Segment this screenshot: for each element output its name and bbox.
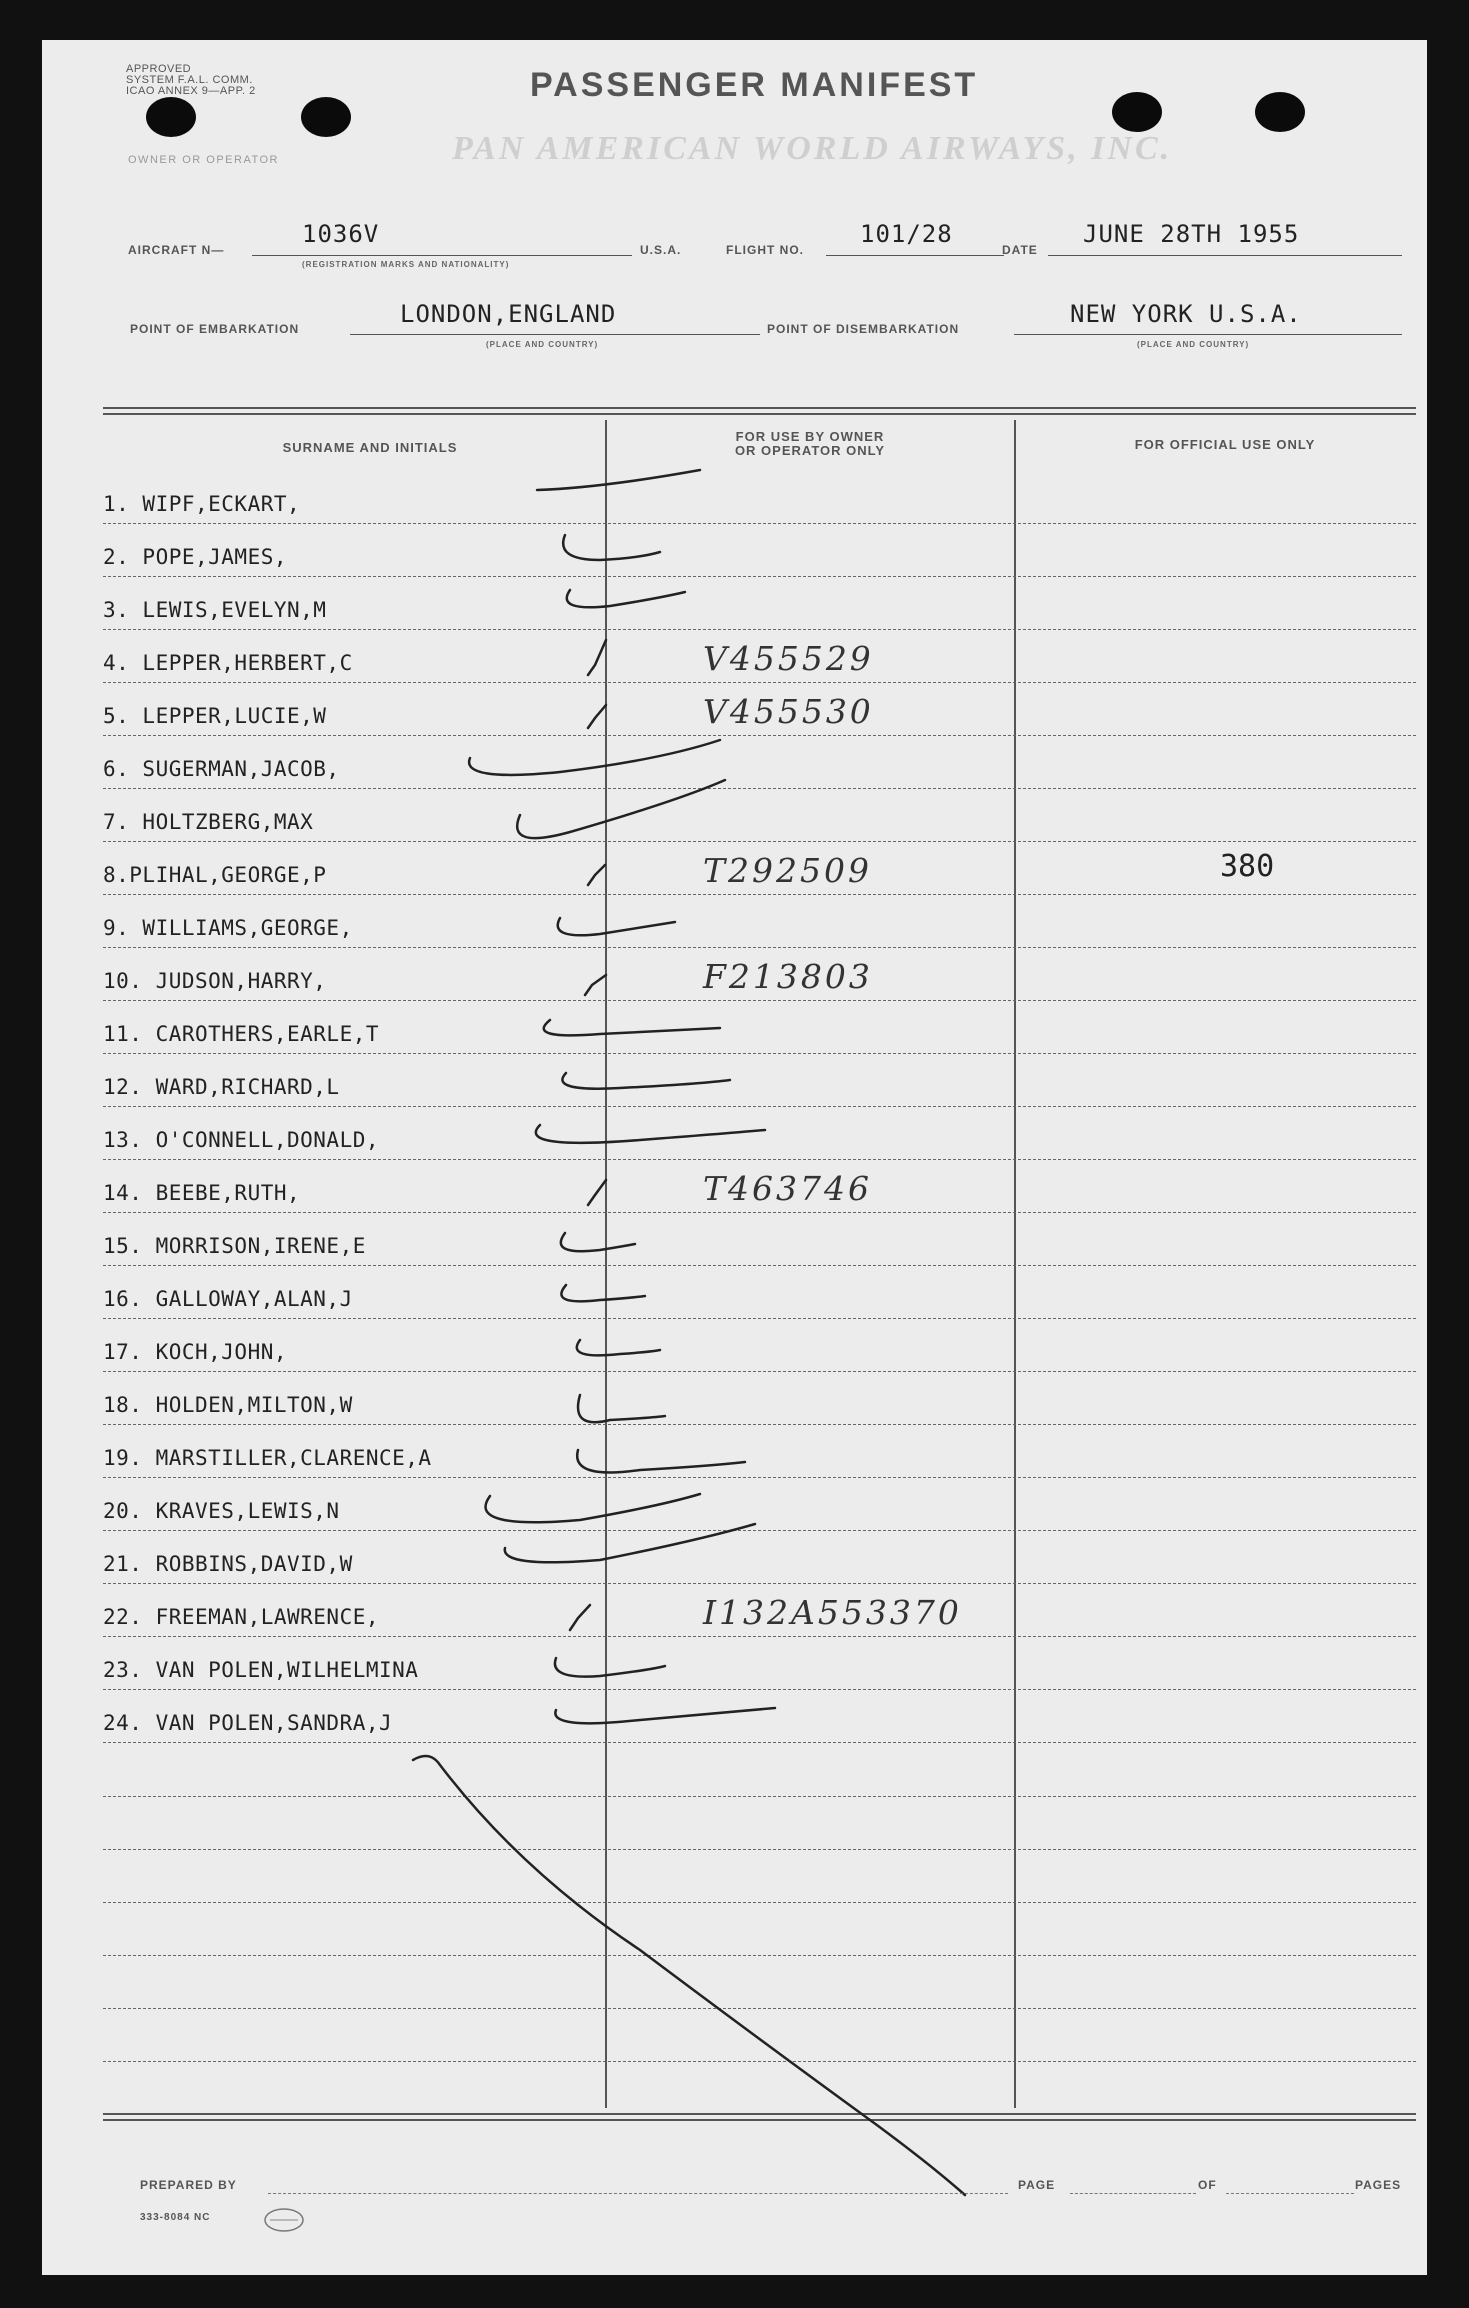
- check-mark: [561, 1285, 645, 1301]
- embarkation-label: POINT OF EMBARKATION: [130, 322, 300, 336]
- check-mark: [588, 865, 605, 885]
- passenger-name: 3. LEWIS,EVELYN,M: [103, 598, 327, 622]
- passenger-name: 14. BEEBE,RUTH,: [103, 1181, 301, 1205]
- check-mark: [588, 1180, 606, 1205]
- of-label: OF: [1198, 2178, 1217, 2192]
- page-line: [1070, 2193, 1196, 2194]
- passport-number: F213803: [703, 957, 873, 996]
- passenger-name: 4. LEPPER,HERBERT,C: [103, 651, 353, 675]
- owner-use-header-line: FOR USE BY OWNER: [735, 429, 885, 444]
- disembarkation-label: POINT OF DISEMBARKATION: [767, 322, 960, 336]
- passport-number: T463746: [703, 1169, 872, 1208]
- passport-number: V455529: [703, 639, 874, 678]
- passenger-name: 20. KRAVES,LEWIS,N: [103, 1499, 340, 1523]
- owner-operator-label: OWNER OR OPERATOR: [128, 154, 279, 166]
- passenger-name: 24. VAN POLEN,SANDRA,J: [103, 1711, 393, 1735]
- form-number: 333-8084 NC: [140, 2212, 211, 2223]
- passport-number: I132A553370: [703, 1593, 962, 1632]
- embarkation-caption: (PLACE AND COUNTRY): [486, 340, 599, 349]
- passenger-name: 22. FREEMAN,LAWRENCE,: [103, 1605, 380, 1629]
- passenger-name: 8.PLIHAL,GEORGE,P: [103, 863, 327, 887]
- check-mark: [486, 1494, 700, 1522]
- approval-line: SYSTEM F.A.L. COMM.: [126, 74, 253, 86]
- passenger-name: 11. CAROTHERS,EARLE,T: [103, 1022, 380, 1046]
- cancel-stroke: [413, 1756, 965, 2195]
- page-label: PAGE: [1018, 2178, 1056, 2192]
- owner-use-header-line: OR OPERATOR ONLY: [734, 443, 886, 458]
- passenger-name: 1. WIPF,ECKART,: [103, 492, 301, 516]
- approval-line: ICAO ANNEX 9—APP. 2: [126, 85, 256, 97]
- passenger-name: 9. WILLIAMS,GEORGE,: [103, 916, 353, 940]
- passenger-name: 16. GALLOWAY,ALAN,J: [103, 1287, 353, 1311]
- check-mark: [563, 535, 660, 560]
- airline-name: PAN AMERICAN WORLD AIRWAYS, INC.: [452, 130, 1173, 167]
- official-use-column-header: FOR OFFICIAL USE ONLY: [1134, 437, 1316, 452]
- passenger-name: 6. SUGERMAN,JACOB,: [103, 757, 340, 781]
- check-mark: [588, 705, 606, 728]
- aircraft-number: 1036V: [302, 220, 380, 248]
- check-mark: [537, 470, 700, 490]
- check-mark: [577, 1340, 660, 1355]
- passenger-name: 13. O'CONNELL,DONALD,: [103, 1128, 380, 1152]
- flight-date: JUNE 28TH 1955: [1083, 220, 1300, 248]
- check-mark: [561, 1233, 635, 1251]
- passenger-name: 18. HOLDEN,MILTON,W: [103, 1393, 353, 1417]
- passenger-name: 23. VAN POLEN,WILHELMINA: [103, 1658, 419, 1682]
- passenger-name: 5. LEPPER,LUCIE,W: [103, 704, 327, 728]
- passenger-name: 2. POPE,JAMES,: [103, 545, 288, 569]
- passenger-name: 21. ROBBINS,DAVID,W: [103, 1552, 353, 1576]
- check-mark: [536, 1125, 765, 1143]
- check-mark: [578, 1395, 665, 1422]
- check-mark: [555, 1658, 665, 1677]
- union-label-stamp: [262, 2206, 306, 2234]
- passenger-name: 15. MORRISON,IRENE,E: [103, 1234, 366, 1258]
- usa-label: U.S.A.: [640, 243, 682, 257]
- date-label: DATE: [1002, 243, 1038, 257]
- passenger-name: 7. HOLTZBERG,MAX: [103, 810, 314, 834]
- check-mark: [562, 1073, 730, 1089]
- passenger-name: 19. MARSTILLER,CLARENCE,A: [103, 1446, 432, 1470]
- form-title: PASSENGER MANIFEST: [530, 66, 979, 104]
- passport-number: V455530: [703, 692, 874, 731]
- prepared-by-line: [268, 2193, 1008, 2194]
- check-mark: [577, 1450, 745, 1473]
- aircraft-label: AIRCRAFT N—: [128, 243, 225, 257]
- check-mark: [505, 1524, 755, 1562]
- passenger-name: 12. WARD,RICHARD,L: [103, 1075, 340, 1099]
- check-mark: [585, 975, 606, 995]
- official-note: 380: [1220, 849, 1275, 884]
- check-mark: [588, 640, 606, 675]
- prepared-by-label: PREPARED BY: [140, 2178, 237, 2192]
- of-line: [1226, 2193, 1354, 2194]
- pages-label: PAGES: [1355, 2178, 1402, 2192]
- passenger-name: 17. KOCH,JOHN,: [103, 1340, 288, 1364]
- flight-label: FLIGHT NO.: [726, 243, 804, 257]
- check-mark: [558, 918, 675, 935]
- surname-column-header: SURNAME AND INITIALS: [282, 440, 458, 455]
- disembarkation-caption: (PLACE AND COUNTRY): [1137, 340, 1250, 349]
- passport-number: T292509: [703, 851, 872, 890]
- check-mark: [544, 1020, 720, 1035]
- check-mark: [555, 1708, 775, 1723]
- flight-number: 101/28: [860, 220, 953, 248]
- embarkation-place: LONDON,ENGLAND: [400, 300, 617, 328]
- passenger-name: 10. JUDSON,HARRY,: [103, 969, 327, 993]
- check-mark: [469, 740, 720, 775]
- check-mark: [567, 590, 685, 607]
- approval-line: APPROVED: [126, 63, 192, 75]
- disembarkation-place: NEW YORK U.S.A.: [1070, 300, 1302, 328]
- registration-caption: (REGISTRATION MARKS AND NATIONALITY): [302, 260, 510, 269]
- check-mark: [517, 780, 725, 838]
- check-mark: [570, 1605, 590, 1630]
